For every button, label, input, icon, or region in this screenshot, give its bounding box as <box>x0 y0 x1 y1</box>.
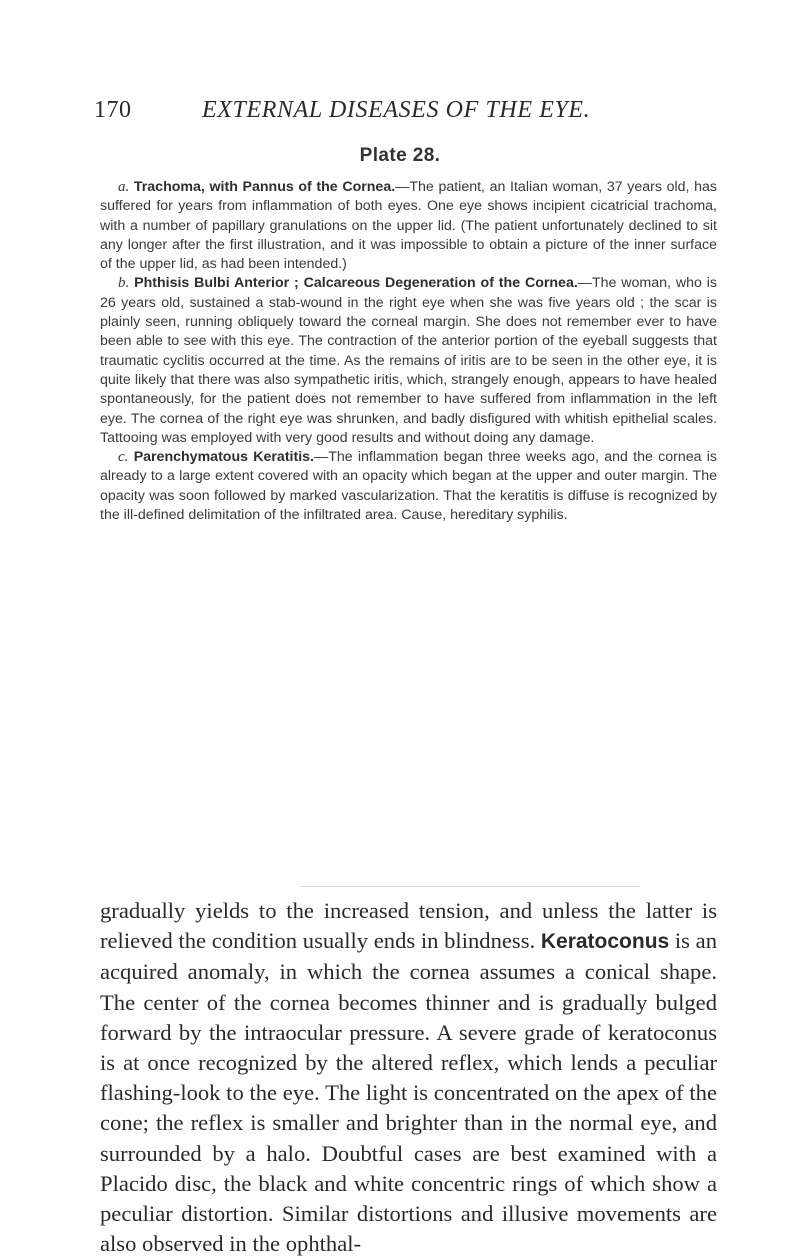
caption-text: —The inflammation began three weeks ago, and the cornea is already to a large extent covered with an opacity which began at the upper and outer margin. The opacity was soon followed by marked vascularization. That the keratitis is diffuse is recognized by the ill-defined delimitation of the infiltrated area. Cause, hereditary syphilis. <box>100 449 717 524</box>
plate-captions <box>100 178 717 525</box>
body-intro: gradually yields to the increased tension, and unless the latter is relieved the condition usually ends in blindness. <box>100 898 717 954</box>
body-paragraph <box>100 896 717 1259</box>
caption-letter: c. <box>118 449 129 466</box>
caption-b <box>100 274 717 448</box>
caption-a <box>100 178 717 274</box>
caption-c <box>100 448 717 525</box>
caption-text: —The woman, who is 26 years old, sustained a stab-wound in the right eye when she was five years old ; the scar is plainly seen, running obliquely toward the corneal margin. She does not remember ever to have been able to see with this eye. The contraction of the anterior portion of the eyeball suggests that traumatic cyclitis occurred at the time. As the remains of iritis are to be seen in the other eye, it is quite likely that there was also sympathetic iritis, which, strangely enough, appears to have healed spontaneously, for the patient does not remember to have suffered from inflammation in the left eye. The cornea of the right eye was shrunken, and badly disfigured with whitish epithelial scales. Tattooing was employed with very good results and without doing any damage. <box>100 275 717 446</box>
running-title: EXTERNAL DISEASES OF THE EYE. <box>202 97 591 123</box>
running-head <box>94 94 714 126</box>
term-keratoconus: Keratoconus <box>540 930 670 954</box>
caption-heading: Phthisis Bulbi Anterior ; Calcareous Degeneration of the Cornea. <box>134 275 578 292</box>
caption-letter: a. <box>118 179 130 195</box>
caption-heading: Parenchymatous Keratitis. <box>133 449 314 466</box>
body-rest: is an acquired anomaly, in which the cornea assumes a conical shape. The center of the cornea becomes thinner and is gradually bulged forward by the intraocular pressure. A severe grade of keratoconus is at once recognized by the altered reflex, which lends a peculiar flashing-look to the eye. The light is concentrated on the apex of the cone; the reflex is smaller and brighter than in the normal eye, and surrounded by a halo. Doubtful cases are best examined with a Placido disc, the black and white concentric rings of which show a peculiar distortion. Similar distortions and illusive movements are also observed in the ophthal- <box>100 928 717 1257</box>
page-number: 170 <box>94 97 132 123</box>
caption-heading: Trachoma, with Pannus of the Cornea. <box>133 179 396 195</box>
caption-text: —The patient, an Italian woman, 37 years old, has suffered for years from inflammation of both eyes. One eye shows incipient cicatricial trachoma, with a number of papillary granulations on the upper lid. (The patient unfortunately declined to sit any longer after the first illustration, and it was impossible to obtain a picture of the inner surface of the upper lid, as had been intended.) <box>100 179 717 273</box>
plate-title: Plate 28. <box>359 145 441 166</box>
caption-letter: b. <box>118 275 130 292</box>
body-text <box>100 896 717 1259</box>
section-divider <box>300 886 640 887</box>
